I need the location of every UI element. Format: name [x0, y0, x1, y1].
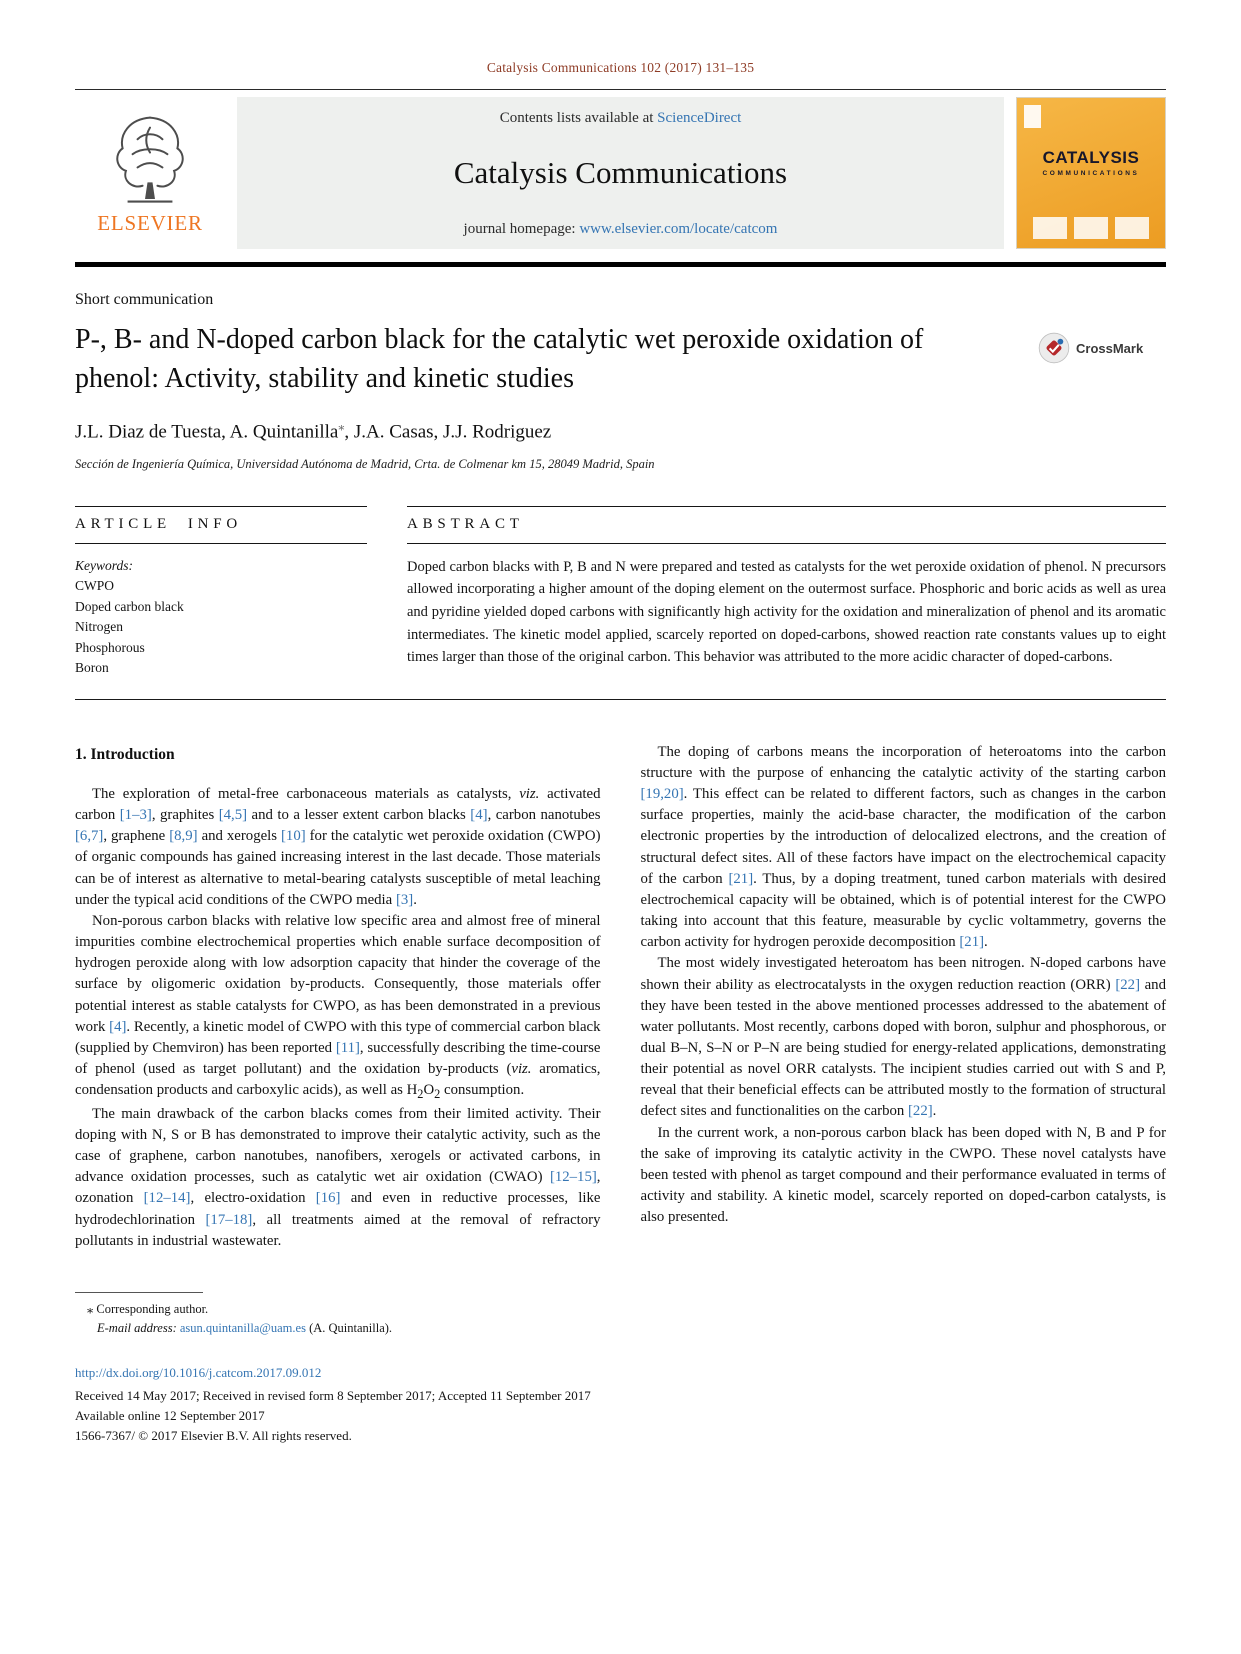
body-paragraph: The doping of carbons means the incorporation of heteroatoms into the carbon structure with the purpose of enhancing the catalytic activity of the starting carbon [19,20]. This effect can be related to different factors, such as changes in the carbon surface properties, mainly the acid-base character, the modification of the carbon electronic properties by the introduction of delocalized electrons, and the creation of structural defect sites. All of these factors have impact on the electrochemical capacity of the carbon [21]. Thus, by a doping treatment, tuned carbon materials with desired electrochemical capacity will be obtained, which is of potential interest for the CWPO taking into account that this feature, measurable by cyclic voltammetry, governs the carbon activity for hydrogen peroxide decomposition [21].	[640, 743, 1167, 951]
homepage-text: journal homepage:	[463, 221, 580, 237]
body-paragraph: Non-porous carbon blacks with relative low specific area and almost free of mineral impurities combine electrochemical properties which enable surface decomposition of hydrogen peroxide along with low adsorption capacity that hinder the coverage of the surface by oligomeric oxidation by-products. Consequently, those materials offer potential interest as stable catalysts for CWPO, as has been demonstrated in a previous work [4]. Recently, a kinetic model of CWPO with this type of commercial carbon black (supplied by Chemviron) has been reported [11], successfully describing the time-course of phenol (used as target pollutant) and the oxidation by-products (viz. aromatics, condensation products and carboxylic acids), as well as $H_2O_2$ consumption.	[75, 912, 601, 1102]
email-line	[75, 1319, 595, 1338]
abstract-heading: ABSTRACT	[407, 506, 1166, 544]
copyright-line: 1566-7367/ © 2017 Elsevier B.V. All rights reserved.	[75, 1427, 352, 1443]
email-link[interactable]: asun.quintanilla@uam.es	[179, 1321, 306, 1336]
body-left-column	[75, 742, 601, 1252]
body-right-column	[641, 742, 1167, 1252]
email-label: E-mail address:	[97, 1321, 177, 1336]
journal-masthead	[75, 89, 1166, 256]
keyword-item: Doped carbon black	[75, 598, 184, 614]
keywords-label: Keywords:	[75, 557, 133, 573]
footnote-rule	[75, 1292, 203, 1293]
left-column-paragraphs	[75, 784, 601, 1252]
cover-images	[1017, 217, 1165, 239]
body-paragraph: The main drawback of the carbon blacks comes from their limited activity. Their doping with N, S or B has demonstrated to improve their catalytic activity, such as the case of graphene, carbon nanotubes, nanofibers, xerogels or activated carbons, in advance oxidation processes, such as catalytic wet air oxidation (CWAO) [12–15], ozonation [12–14], electro-oxidation [16] and even in reductive processes, like hydrodechlorination [17–18], all treatments aimed at the removal of refractory pollutants in industrial wastewater.	[75, 1105, 601, 1249]
keyword-item: CWPO	[75, 578, 115, 594]
article-type: Short communication	[75, 291, 214, 308]
corresponding-author-note: ⁎ Corresponding author.	[87, 1301, 209, 1316]
keywords-list	[75, 576, 367, 679]
contents-line	[247, 110, 994, 127]
keywords-block	[75, 556, 367, 679]
info-abstract-block	[75, 506, 1166, 700]
sciencedirect-link[interactable]: ScienceDirect	[657, 110, 742, 126]
article-body	[75, 742, 1166, 1252]
doi-link[interactable]: http://dx.doi.org/10.1016/j.catcom.2017.09.012	[75, 1364, 322, 1380]
elsevier-tree-icon	[103, 111, 197, 209]
article-title: P-, B- and N-doped carbon black for the catalytic wet peroxide oxidation of phenol: Activity, stability and kinetic studies	[75, 324, 924, 395]
title-row	[75, 320, 1166, 398]
authors-line: J.L. Diaz de Tuesta, A. Quintanilla⁎, J.A. Casas, J.J. Rodriguez	[75, 419, 552, 443]
right-column-paragraphs	[641, 742, 1167, 1229]
journal-title: Catalysis Communications	[453, 155, 788, 190]
abstract-text: Doped carbon blacks with P, B and N were prepared and tested as catalysts for the wet peroxide oxidation of phenol. N precursors allowed incorporating a higher amount of the doping element on the outermost surface. Phosphoric and boric acids as well as urea and pyridine yielded doped carbons with significantly high activity for the oxidation and mineralization of phenol and its aromatic intermediates. The kinetic model applied, scarcely reported on doped-carbons, showed reaction rate constants values up to eight times larger than those of the original carbon. This behavior was attributed to the more acidic character of doped-carbons.	[407, 558, 1166, 666]
article-info-column	[75, 506, 367, 679]
keyword-item: Nitrogen	[75, 619, 123, 635]
keyword-item: Phosphorous	[75, 639, 145, 655]
available-online: Available online 12 September 2017	[75, 1407, 265, 1423]
journal-citation: Catalysis Communications 102 (2017) 131–135	[486, 60, 755, 75]
body-paragraph: The exploration of metal-free carbonaceous materials as catalysts, viz. activated carbon [1–3], graphites [4,5] and to a lesser extent carbon blacks [4], carbon nanotubes [6,7], graphene [8,9] and xerogels [10] for the catalytic wet peroxide oxidation (CWPO) of organic compounds has gained increasing interest in the last decade. Those materials can be of interest as alternative to metal-bearing catalysts susceptible of metal leaching under the typical acid conditions of the CWPO media [3].	[75, 785, 601, 908]
publication-info	[75, 1363, 1166, 1447]
elsevier-wordmark: ELSEVIER	[97, 210, 203, 235]
crossmark-icon	[1038, 332, 1070, 364]
elsevier-logo[interactable]	[75, 97, 225, 249]
affiliation-line: Sección de Ingeniería Química, Universidad Autónoma de Madrid, Crta. de Colmenar km 15, 28049 Madrid, Spain	[75, 456, 655, 471]
section-heading-introduction: 1. Introduction	[75, 745, 175, 763]
received-dates: Received 14 May 2017; Received in revised form 8 September 2017; Accepted 11 September 2017	[75, 1387, 591, 1403]
email-suffix: (A. Quintanilla).	[305, 1321, 393, 1336]
cover-subtitle: COMMUNICATIONS	[1042, 170, 1140, 177]
crossmark-label: CrossMark	[1076, 340, 1144, 356]
cover-logo-box	[1024, 105, 1041, 128]
homepage-line	[247, 221, 994, 238]
cover-title: CATALYSIS	[1042, 148, 1140, 167]
journal-cover-thumbnail[interactable]	[1016, 97, 1166, 249]
journal-homepage-link[interactable]: www.elsevier.com/locate/catcom	[579, 221, 778, 237]
keyword-item: Boron	[75, 660, 109, 676]
body-paragraph: In the current work, a non-porous carbon black has been doped with N, B and P for the sake of improving its catalytic activity in the CWPO. These novel catalysts have been tested with phenol as target compound and their performance evaluated in terms of activity and stability. A kinetic model, scarcely reported on doped-carbon catalysts, is also presented.	[640, 1124, 1166, 1226]
crossmark-badge[interactable]	[1038, 332, 1166, 364]
article-info-heading: ARTICLE INFO	[75, 506, 367, 544]
journal-banner	[237, 97, 1004, 249]
contents-text: Contents lists available at	[499, 110, 658, 126]
footnote-block	[75, 1292, 595, 1339]
body-paragraph: The most widely investigated heteroatom has been nitrogen. N-doped carbons have shown their ability as electrocatalysts in the oxygen reduction reaction (ORR) [22] and they have been tested in the above mentioned processes addressed to the abatement of water pollutants. Most recently, carbons doped with boron, sulphur and phosphorous, or dual B–N, S–N or P–N are being studied for energy-related applications, demonstrating their potential as novel ORR catalysts. The incipient studies carried out with S and P, reveal that their beneficial effects can be attributed mostly to the formation of structural defect sites and functionalities on the carbon [22].	[640, 955, 1166, 1120]
thick-divider-bar	[75, 262, 1166, 267]
abstract-column	[407, 506, 1166, 679]
